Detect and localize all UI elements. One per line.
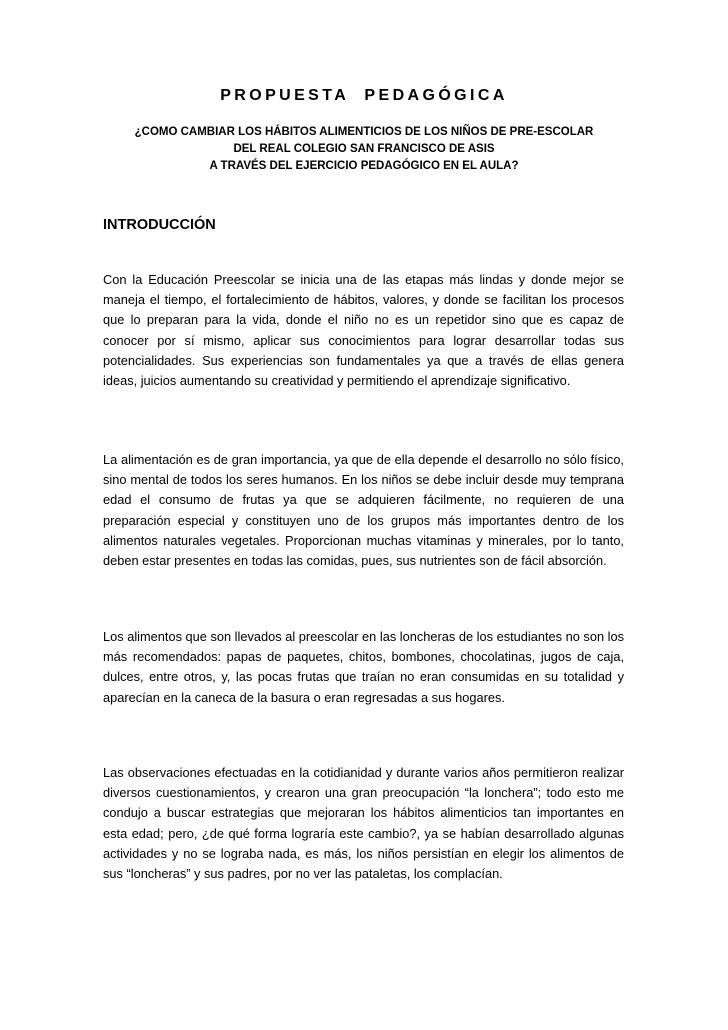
subtitle-line: DEL REAL COLEGIO SAN FRANCISCO DE ASIS — [233, 143, 495, 155]
paragraph: Los alimentos que son llevados al preescolar en las loncheras de los estudiantes no son los más recomendados: papas de paquetes, chitos, bombones, chocolatinas, jugos de caja, dulces, entre otros, y, las pocas frutas que traían no eran consumidas en su totalidad y aparecían en la caneca de la basura o eran regresadas a sus hogares. — [103, 629, 624, 705]
paragraph: Con la Educación Preescolar se inicia una de las etapas más lindas y donde mejor se maneja el tiempo, el fortalecimiento de hábitos, valores, y donde se facilitan los procesos que lo preparan para la vida, donde el niño no es un repetidor sino que es capaz de conocer por sí mismo, aplicar sus conocimientos para lograr desarrollar todas sus potencialidades. Sus experiencias son fundamentales ya que a través de ellas genera ideas, juicios aumentando su creatividad y permitiendo el aprendizaje significativo. — [103, 272, 624, 389]
paragraph: La alimentación es de gran importancia, ya que de ella depende el desarrollo no sólo físico, sino mental de todos los seres humanos. En los niños se debe incluir desde muy temprana edad el consumo de frutas ya que se adquieren fácilmente, no requieren de una preparación especial y constituyen uno de los grupos más importantes dentro de los alimentos naturales vegetales. Proporcionan muchas vitaminas y minerales, por lo tanto, deben estar presentes en todas las comidas, pues, sus nutrientes son de fácil absorción. — [103, 452, 624, 569]
document-subtitle — [0, 124, 728, 175]
paragraph: Las observaciones efectuadas en la cotidianidad y durante varios años permitieron realizar diversos cuestionamientos, y crearon una gran preocupación “la lonchera”; todo esto me condujo a buscar estrategias que mejoraran los hábitos alimenticios tan importantes en esta edad; pero, ¿de qué forma lograría este cambio?, ya se habían desarrollado algunas actividades y no se lograba nada, es más, los niños persistían en elegir los alimentos de sus “loncheras” y sus padres, por no ver las pataletas, los complacían. — [103, 765, 624, 882]
subtitle-line: ¿COMO CAMBIAR LOS HÁBITOS ALIMENTICIOS DE LOS NIÑOS DE PRE-ESCOLAR — [134, 126, 594, 138]
document-title: PROPUESTA PEDAGÓGICA — [220, 87, 508, 104]
subtitle-line: A TRAVÉS DEL EJERCICIO PEDAGÓGICO EN EL AULA? — [209, 160, 519, 172]
section-heading: INTRODUCCIÓN — [103, 217, 216, 233]
